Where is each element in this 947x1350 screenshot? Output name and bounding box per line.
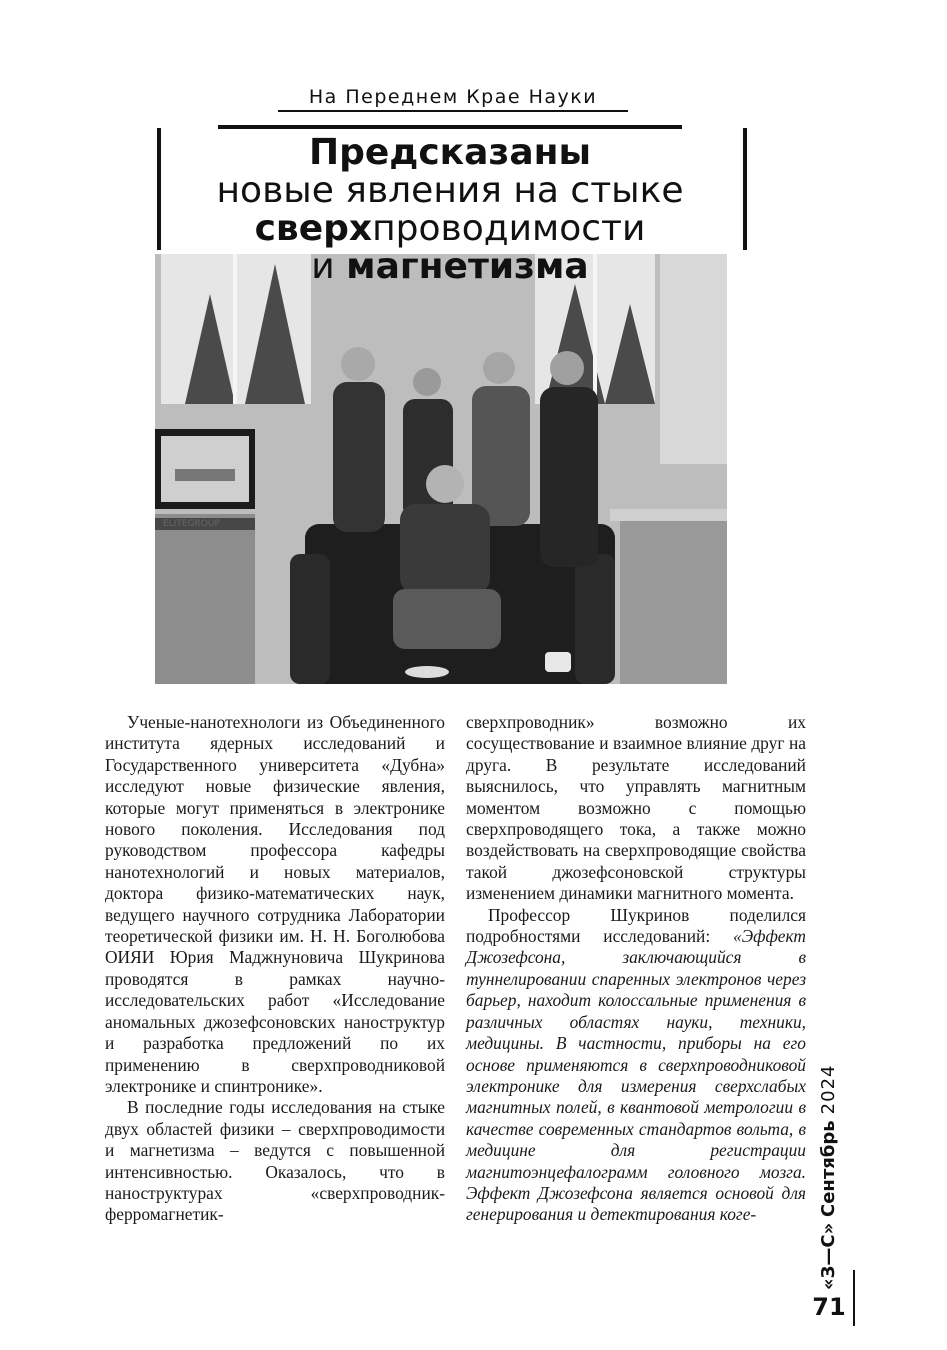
paragraph-intro: Ученые-нанотехнологи из Объединенного института ядерных исследований и Государственного университета «Дубна» исследуют новые физические явления, которые могут применяться в электронике нового поколения. Исследования под руководством профессора кафедры нанотехнологий и новых материалов, доктора физико-математических наук, ведущего научного сотрудника Лаборатории теоретической физики им. Н. Н. Боголюбова ОИЯИ Юрия Маджнуновича Шукринова проводятся в рамках научно-исследовательских работ «Исследование аномальных джозефсоновских наноструктур и разработка предложений по их применению в сверхпроводниковой электронике и спинтронике». [105, 712, 445, 1096]
headline-line-3: сверхпроводимости [254, 208, 646, 249]
issue-month: Сентябрь [818, 1120, 839, 1217]
page-number: 71 [812, 1293, 846, 1321]
headline-line-1: Предсказаны [308, 132, 592, 173]
magazine-name: «З—С» [818, 1222, 839, 1290]
headline-line-4: и магнетизма [311, 246, 589, 287]
title-top-rule [218, 125, 682, 129]
paragraph-continued: сверхпроводник» возможно их сосуществование и взаимное влияние друг на друга. В результате исследований выяснилось, что управлять магнитным моментом возможно с помощью сверхпроводящего тока, а также можно воздействовать на сверхпроводящие свойства такой джозефсоновской структуры изменением динамики магнитного момента. [466, 712, 806, 904]
headline-line-2: новые явления на стыке [216, 170, 684, 211]
paragraph-research: В последние годы исследования на стыке двух областей физики – сверхпроводимости и магнетизма – ведутся с повышенной интенсивностью. Оказалось, что в наноструктурах «сверхпроводник-ферромагнетик- [105, 1097, 445, 1225]
title-right-bar [743, 128, 747, 250]
paragraph-quote: Профессор Шукринов поделился подробностями исследований: «Эффект Джозефсона, заключающийся в туннелировании спаренных электронов через барьер, находит колоссальные применения в различных областях науки, техники, медицины. В частности, приборы на его основе применяются в сверхпроводниковой электронике для измерения сверхслабых магнитных полей, в квантовой метрологии в качестве современных стандартов вольта, в медицине для регистрации магнитоэнцефалограмм головного мозга. Эффект Джозефсона является основой для генерирования и детектирования коге- [466, 904, 806, 1225]
article-column-right [466, 712, 806, 1226]
rubric-heading: На Переднем Крае Науки [278, 86, 628, 112]
page-number-rule [853, 1270, 855, 1326]
issue-year: 2024 [818, 1064, 839, 1115]
article-column-left [105, 712, 445, 1226]
article-headline [160, 134, 740, 286]
professor-quote: «Эффект Джозефсона, заключающийся в туннелировании спаренных электронов через барьер, находит колоссальные применения в различных областях науки, техники, медицины. В частности, приборы на его основе применяются в сверхпроводниковой электронике для измерения сверхслабых магнитных полей, в квантовой метрологии в качестве современных стандартов вольта, в медицине для регистрации магнитоэнцефалограмм головного мозга. Эффект Джозефсона является основой для генерирования и детектирования коге- [466, 926, 806, 1225]
issue-label [818, 1065, 839, 1291]
group-photo [155, 254, 727, 684]
